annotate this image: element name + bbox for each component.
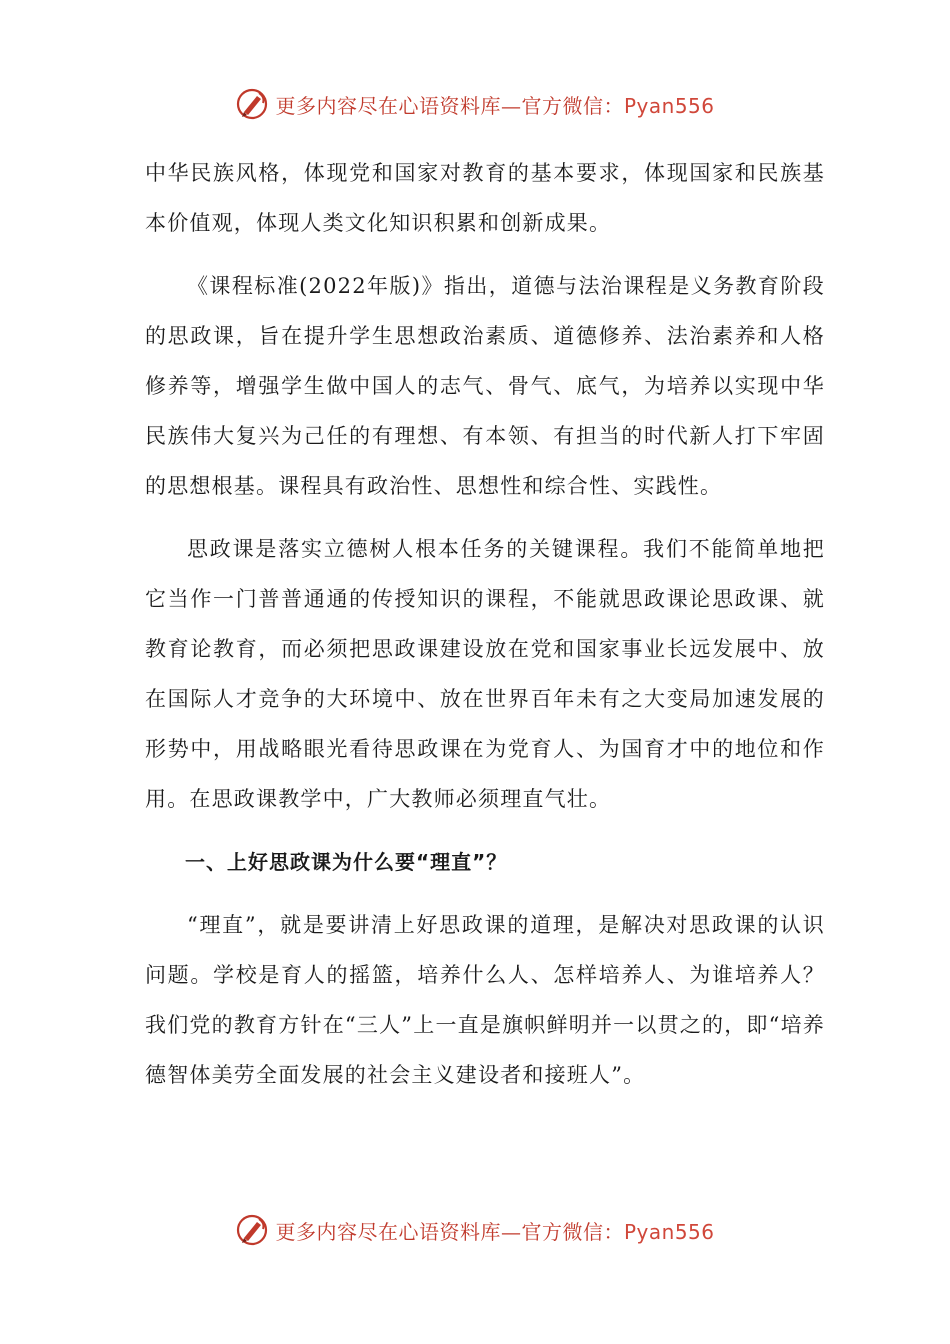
section-heading: 一、上好思政课为什么要“理直”？	[185, 850, 508, 874]
header-wechat-id: Pyan556	[623, 93, 715, 118]
paragraph: 思政课是落实立德树人根本任务的关键课程。我们不能简单地把它当作一门普普通通的传授知识的课程，不能就思政课论思政课、就教育论教育，而必须把思政课建设放在党和国家事业长远发展中、放在国际人才竞争的大环境中、放在世界百年未有之大变局加速发展的形势中，用战略眼光看待思政课在为党育人、为国育才中的地位和作用。在思政课教学中，广大教师必须理直气壮。	[145, 537, 825, 811]
footer-banner	[0, 1210, 950, 1250]
footer-wechat-id: Pyan556	[623, 1219, 715, 1244]
paragraph: 中华民族风格，体现党和国家对教育的基本要求，体现国家和民族基本价值观，体现人类文化知识积累和创新成果。	[145, 161, 825, 235]
header-banner-text: 更多内容尽在心语资料库—官方微信：Pyan556	[275, 93, 715, 118]
footer-banner-text: 更多内容尽在心语资料库—官方微信：Pyan556	[275, 1219, 715, 1244]
document-body	[145, 148, 825, 1100]
paragraph: 《课程标准(2022年版)》指出，道德与法治课程是义务教育阶段的思政课，旨在提升学生思想政治素质、道德修养、法治素养和人格修养等，增强学生做中国人的志气、骨气、底气，为培养以实现中华民族伟大复兴为己任的有理想、有本领、有担当的时代新人打下牢固的思想根基。课程具有政治性、思想性和综合性、实践性。	[145, 274, 825, 498]
pen-logo-icon	[235, 1213, 269, 1247]
header-banner	[0, 84, 950, 124]
pen-logo-icon	[235, 87, 269, 121]
paragraph: “理直”，就是要讲清上好思政课的道理，是解决对思政课的认识问题。学校是育人的摇篮，培养什么人、怎样培养人、为谁培养人？我们党的教育方针在“三人”上一直是旗帜鲜明并一以贯之的，即“培养德智体美劳全面发展的社会主义建设者和接班人”。	[145, 913, 825, 1087]
